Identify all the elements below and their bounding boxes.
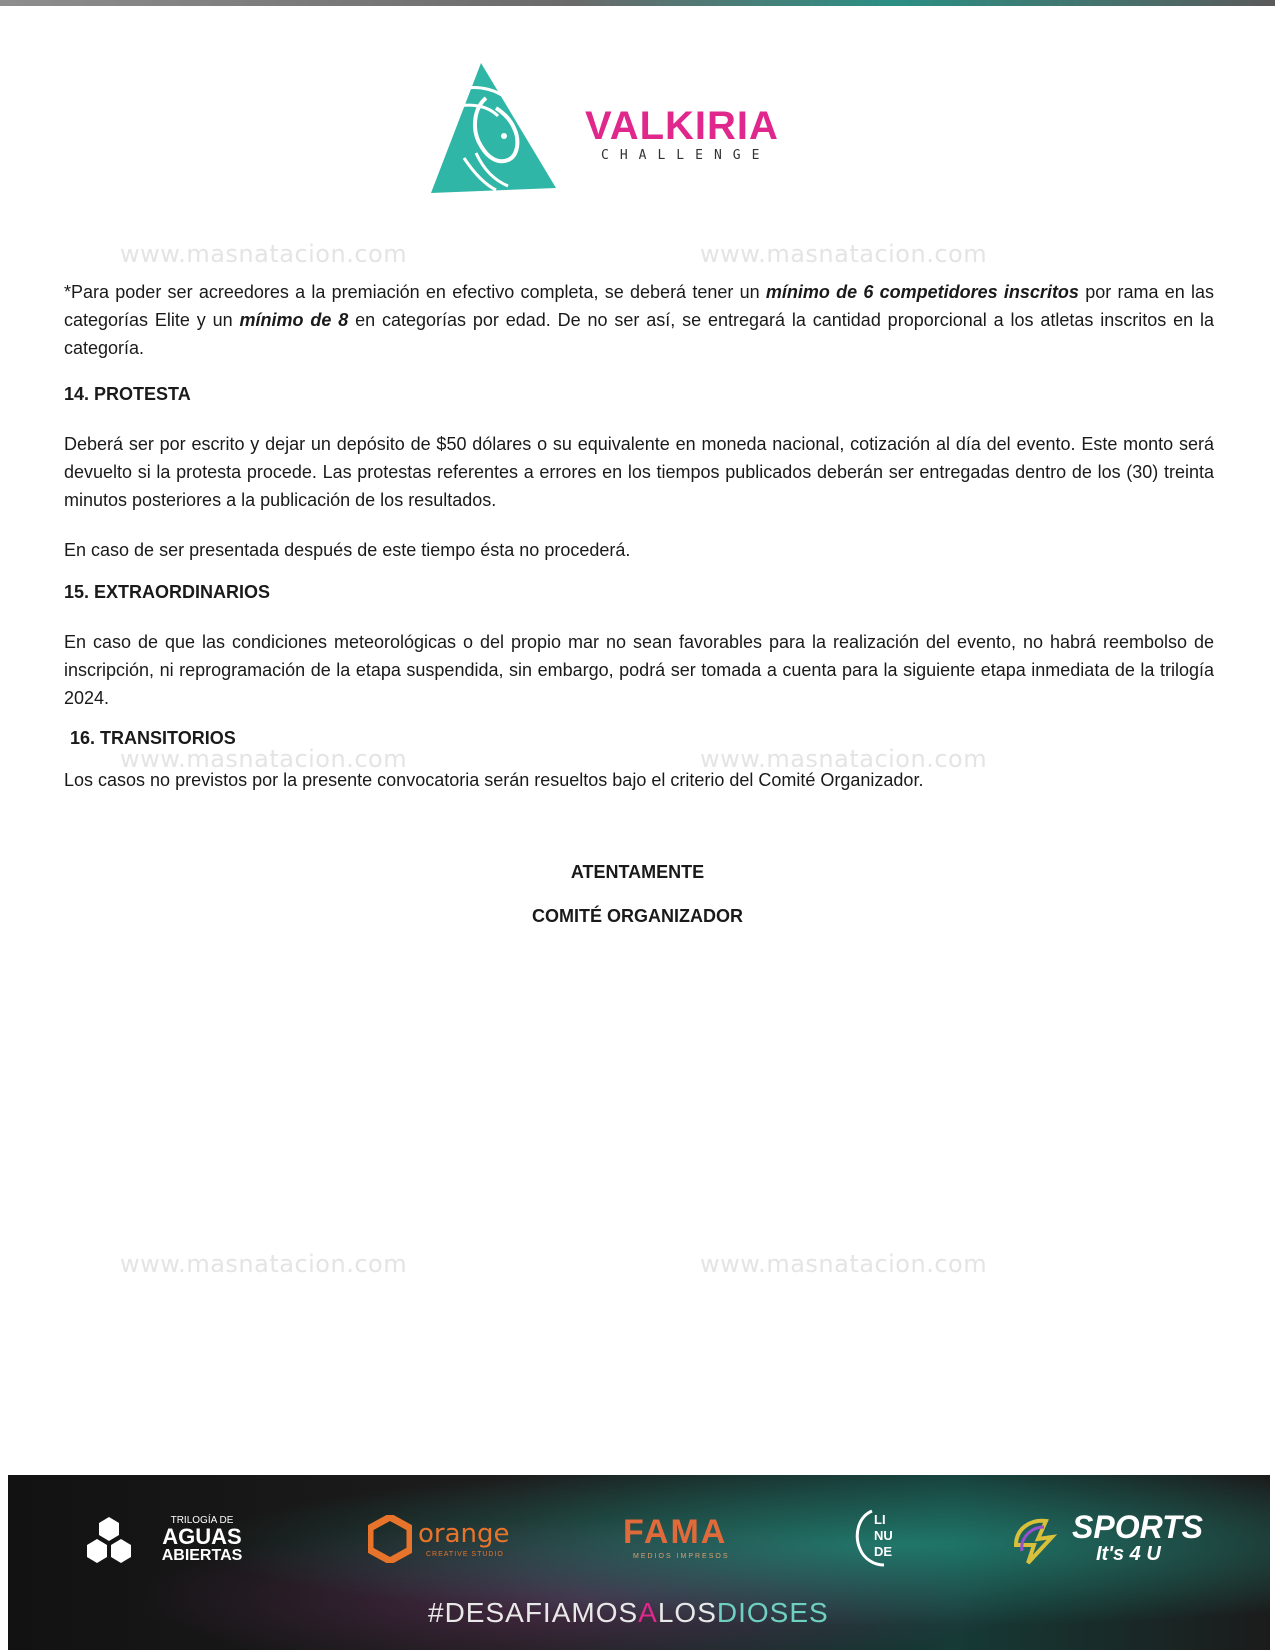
sponsor-aguas-bottom: ABIERTAS (161, 1547, 243, 1564)
hexagon-cluster-icon (83, 1515, 135, 1567)
sponsor-sports-name: SPORTS (1072, 1509, 1203, 1545)
sponsor-linude (848, 1505, 918, 1575)
campaign-hashtag: #DESAFIAMOSALOSDIOSES (428, 1597, 829, 1628)
sponsor-orange (368, 1513, 518, 1573)
section-paragraph: Deberá ser por escrito y dejar un depósito de $50 dólares o su equivalente en moneda nacional, cotización al día del evento. Este monto será devuelto si la protesta procede. Las protestas referentes a errores en los tiempos publicados deberán ser entregadas dentro de los (30) treinta minutos posteriores a la publicación de los resultados. (64, 434, 1214, 510)
sponsor-linude-l2: NU (874, 1528, 893, 1543)
sponsor-fama-name: FAMA (623, 1513, 728, 1551)
closing-signature: COMITÉ ORGANIZADOR (532, 906, 743, 926)
logo-subtitle: CHALLENGE (601, 148, 771, 163)
sponsor-aguas-mid: AGUAS (162, 1524, 242, 1549)
watermark: www.masnatacion.com (700, 240, 988, 268)
sponsor-aguas-top: TRILOGÍA DE (170, 1515, 234, 1526)
intro-paragraph: *Para poder ser acreedores a la premiación en efectivo completa, se deberá tener un mínimo de 6 competidores inscritos por rama en las categorías Elite y un mínimo de 8 en categorías por edad. De no ser así, se entregará la cantidad proporcional a los atletas inscritos en la categoría. (64, 282, 1215, 358)
section-heading: 15. EXTRAORDINARIOS (64, 582, 271, 602)
sponsor-orange-name: orange (418, 1519, 510, 1549)
sponsor-sports-tag: It's 4 U (1096, 1543, 1161, 1565)
section-paragraph: En caso de que las condiciones meteorológicas o del propio mar no sean favorables para la realización del evento, no habrá reembolso de inscripción, ni reprogramación de la etapa suspendida, sin embargo, podrá ser tomada a cuenta para la siguiente etapa inmediata de la trilogía 2024. (64, 632, 1214, 708)
logo-title: VALKIRIA (585, 104, 779, 148)
watermark: www.masnatacion.com (700, 745, 988, 773)
section-paragraph: Los casos no previstos por la presente convocatoria serán resueltos bajo el criterio del Comité Organizador. (64, 770, 924, 790)
section-paragraph: En caso de ser presentada después de este tiempo ésta no procederá. (64, 540, 631, 560)
sponsor-aguas-abiertas (83, 1513, 263, 1573)
sponsor-banner (8, 1475, 1270, 1650)
sponsor-linude-l3: DE (874, 1544, 893, 1559)
watermark: www.masnatacion.com (120, 745, 408, 773)
valkyrie-head-icon (426, 58, 566, 203)
sponsor-fama-tag: MEDIOS IMPRESOS (633, 1553, 730, 1560)
sponsor-orange-tag: CREATIVE STUDIO (426, 1551, 504, 1558)
emphasis: mínimo de 6 competidores inscritos (765, 282, 1079, 302)
closing-regards: ATENTAMENTE (570, 862, 705, 882)
valkiria-logo (440, 58, 840, 208)
sponsor-fama (623, 1513, 753, 1573)
sponsor-sports (1008, 1507, 1218, 1577)
watermark: www.masnatacion.com (120, 240, 408, 268)
watermark: www.masnatacion.com (700, 1250, 988, 1278)
sports-bolt-icon (1008, 1511, 1064, 1567)
document-body (64, 278, 1214, 794)
section-heading: 16. TRANSITORIOS (70, 728, 236, 748)
top-border-strip (0, 0, 1275, 6)
watermark: www.masnatacion.com (120, 1250, 408, 1278)
orange-hexagon-icon (368, 1515, 412, 1563)
section-heading: 14. PROTESTA (64, 384, 191, 404)
emphasis: mínimo de 8 (239, 310, 349, 330)
sponsor-linude-l1: LI (874, 1512, 886, 1527)
